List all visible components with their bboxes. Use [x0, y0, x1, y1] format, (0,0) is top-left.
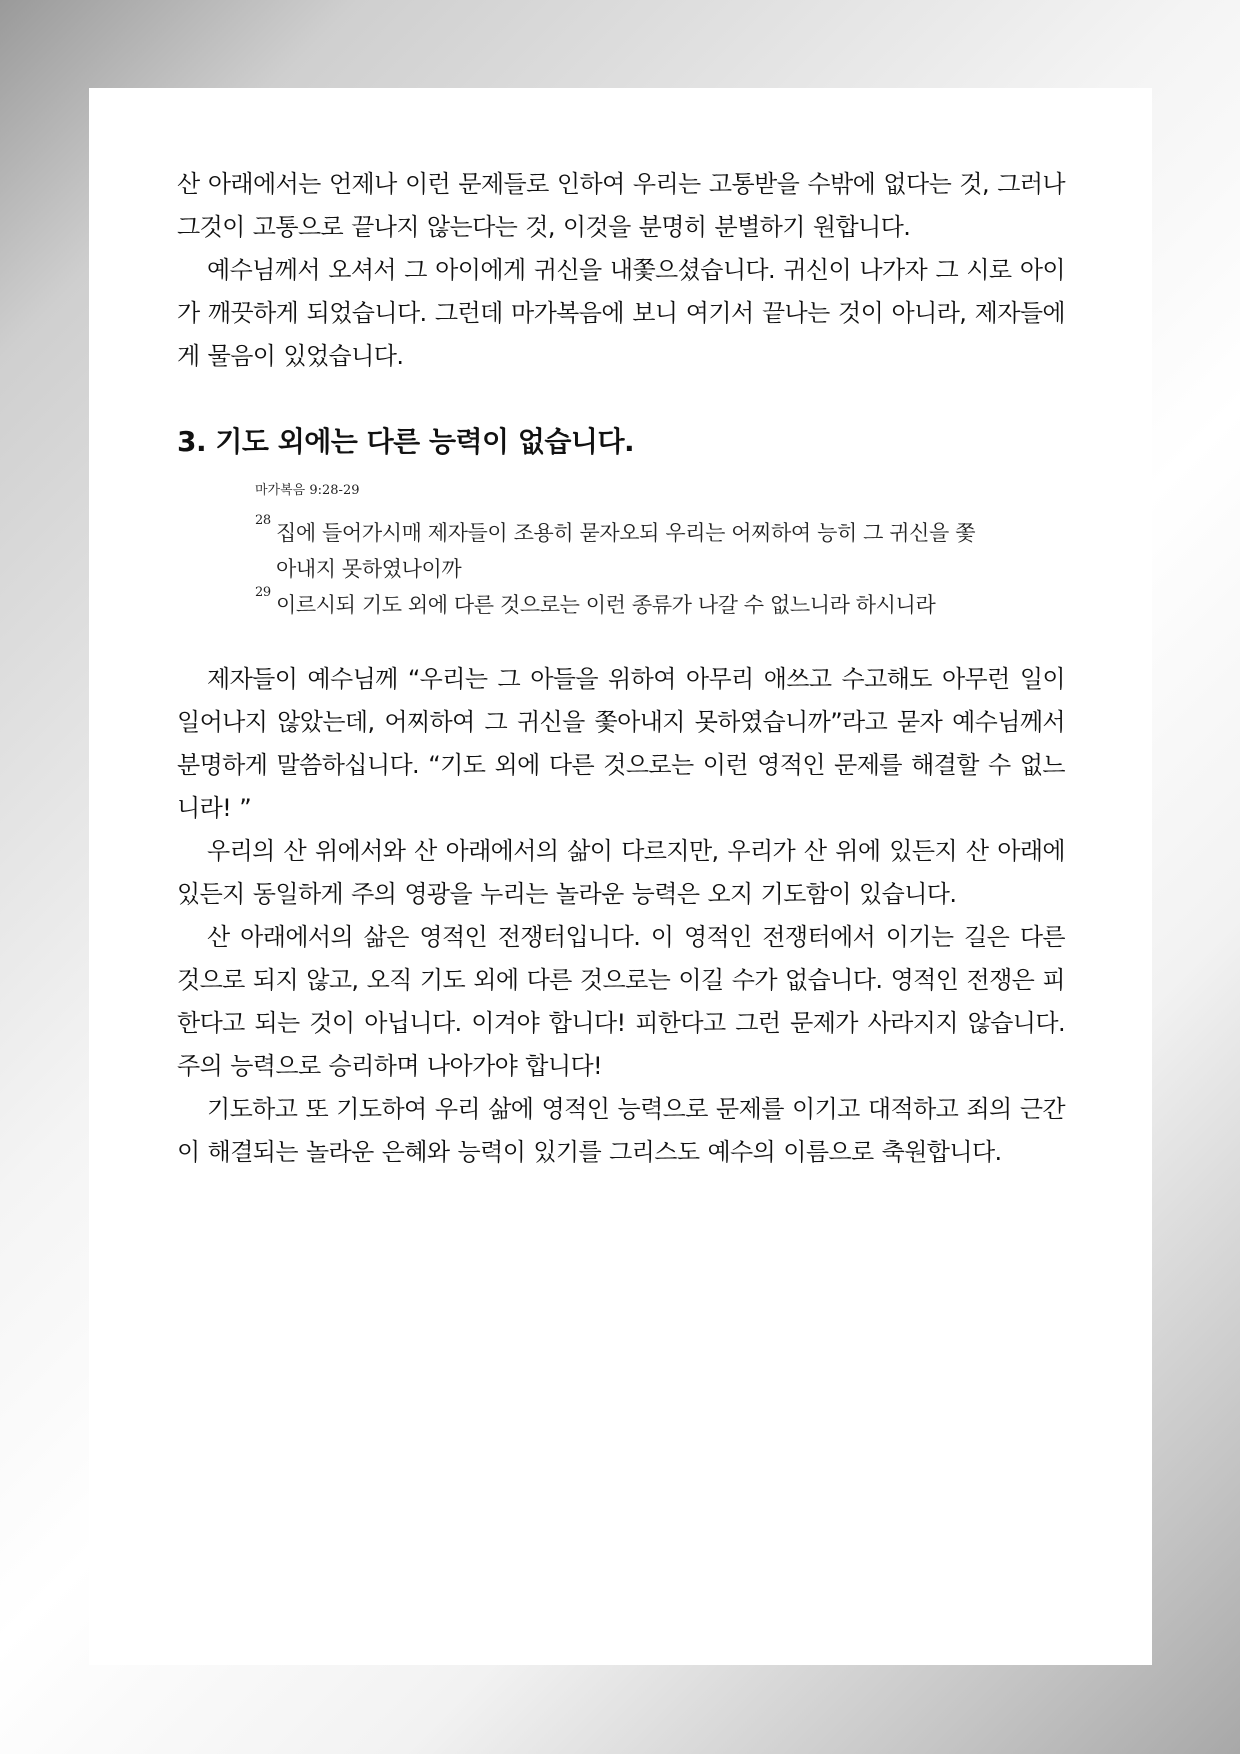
body-paragraph: 산 아래에서의 삶은 영적인 전쟁터입니다. 이 영적인 전쟁터에서 이기는 길은 다른 것으로 되지 않고, 오직 기도 외에 다른 것으로는 이길 수가 없습니다. 영적인 전쟁은 피한다고 되는 것이 아닙니다. 이겨야 합니다! 피한다고 그런 문제가 사라지지 않습니다. 주의 능력으로 승리하며 나아가야 합니다!: [177, 923, 1065, 1080]
verse-number: 28: [255, 513, 271, 528]
body-paragraph: 우리의 산 위에서와 산 아래에서의 삶이 다르지만, 우리가 산 위에 있든지 산 아래에 있든지 동일하게 주의 영광을 누리는 놀라운 능력은 오지 기도함이 있습니다.: [177, 837, 1065, 908]
verse-text: 집에 들어가시매 제자들이 조용히 묻자오되 우리는 어찌하여 능히 그 귀신을 쫓아내지 못하였나이까: [276, 521, 976, 581]
scripture-verse: [255, 587, 985, 623]
body-paragraph: 산 아래에서는 언제나 이런 문제들로 인하여 우리는 고통받을 수밖에 없다는 것, 그러나 그것이 고통으로 끝나지 않는다는 것, 이것을 분명히 분별하기 원합니다.: [177, 170, 1065, 241]
verse-number: 29: [255, 585, 271, 600]
scripture-reference: 마가복음 9:28-29: [255, 483, 360, 498]
body-paragraph: 제자들이 예수님께 “우리는 그 아들을 위하여 아무리 애쓰고 수고해도 아무런 일이 일어나지 않았는데, 어찌하여 그 귀신을 쫓아내지 못하였습니까”라고 묻자 예수님께서 분명하게 말씀하십니다. “기도 외에 다른 것으로는 이런 영적인 문제를 해결할 수 없느니라! ”: [177, 665, 1065, 822]
scripture-quote: [255, 481, 985, 623]
section-heading: 3. 기도 외에는 다른 능력이 없습니다.: [177, 425, 635, 458]
page-content: [177, 163, 1065, 1174]
document-page: [89, 88, 1152, 1665]
verse-text: 이르시되 기도 외에 다른 것으로는 이런 종류가 나갈 수 없느니라 하시니라: [276, 593, 936, 617]
scripture-verse: [255, 515, 985, 587]
body-section: [177, 658, 1065, 1174]
body-paragraph: 예수님께서 오셔서 그 아이에게 귀신을 내쫓으셨습니다. 귀신이 나가자 그 시로 아이가 깨끗하게 되었습니다. 그런데 마가복음에 보니 여기서 끝나는 것이 아니라, 제자들에게 물음이 있었습니다.: [177, 256, 1065, 370]
body-paragraph: 기도하고 또 기도하여 우리 삶에 영적인 능력으로 문제를 이기고 대적하고 죄의 근간이 해결되는 놀라운 은혜와 능력이 있기를 그리스도 예수의 이름으로 축원합니다.: [177, 1095, 1065, 1166]
